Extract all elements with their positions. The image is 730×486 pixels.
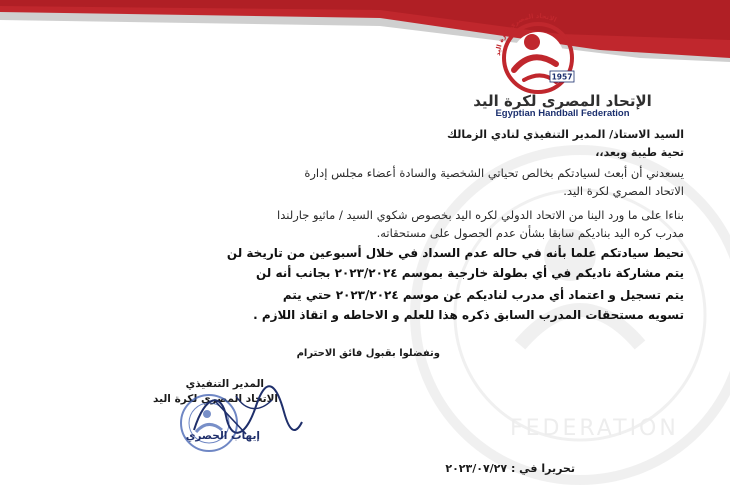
notice-line3: يتم تسجيل و اعتماد أي مدرب لناديكم عن موسم ٢٠٢٣/٢٠٢٤ حتي يتم: [282, 288, 684, 302]
date-label: تحريرا في :: [510, 462, 575, 475]
date-value: ٢٠٢٣/٠٧/٢٧: [445, 462, 508, 475]
date-line: [445, 462, 575, 475]
signatory-name: إيهاب الحصري: [185, 430, 260, 442]
paragraph1-line1: يسعدني أن أبعث لسيادتكم بخالص تحياتي الشخصية والسادة أعضاء مجلس إدارة: [304, 166, 684, 180]
paragraph2-line2: مدرب كره اليد بناديكم سابقا بشأن عدم الحصول على مستحقاته.: [376, 226, 684, 240]
signatory-title: المدير التنفيذي: [185, 378, 264, 390]
addressee-line: السيد الاستاذ/ المدير التنفيذي لنادي الزمالك: [446, 128, 684, 141]
signatory-organization: الاتحاد المصري لكرة اليد: [153, 393, 278, 405]
notice-line4: تسويه مستحقات المدرب السابق ذكره هذا للعلم و الاحاطه و اتقاذ اللازم .: [253, 308, 684, 322]
org-name-arabic: الإتحاد المصرى لكرة اليد: [473, 92, 652, 110]
logo-year: 1957: [551, 72, 573, 82]
logo-arc-text: الاتحاد المصرى لكرة اليد: [493, 11, 558, 57]
notice-line1: نحيط سيادتكم علما بأنه في حاله عدم السداد في خلال أسبوعين من تاريخة لن: [226, 246, 684, 260]
paragraph1-line2: الاتحاد المصري لكرة اليد.: [563, 184, 684, 198]
notice-line2: يتم مشاركة ناديكم في أي بطولة خارجية بموسم ٢٠٢٣/٢٠٢٤ بجانب أنه لن: [256, 266, 684, 280]
closing-line: وتفضلوا بقبول فائق الاحترام: [296, 348, 440, 359]
paragraph2-line1: بناءا على ما ورد الينا من الاتحاد الدولي لكره اليد بخصوص شكوي السيد / ماثيو جارلندا: [277, 208, 684, 222]
salutation-line: تحية طيبة وبعد،،: [595, 146, 684, 159]
watermark-text: FEDERATION: [510, 416, 679, 441]
org-name-english: Egyptian Handball Federation: [495, 108, 630, 119]
